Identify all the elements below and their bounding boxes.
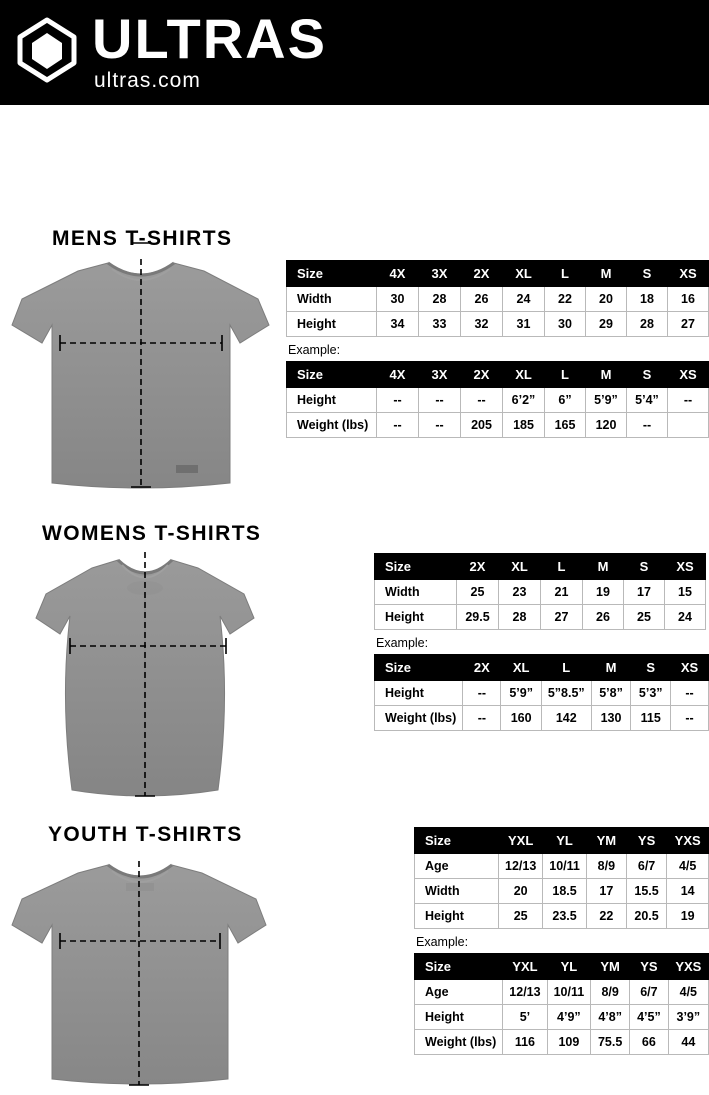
table-row: Age 12/13 10/11 8/9 6/7 4/5 bbox=[415, 980, 709, 1005]
table-row: Width 20 18.5 17 15.5 14 bbox=[415, 879, 709, 904]
mens-section-title: MENS T-SHIRTS bbox=[52, 227, 233, 250]
youth-tshirt-illustration bbox=[8, 857, 270, 1095]
mens-example-table bbox=[286, 361, 709, 438]
mens-example-label: Example: bbox=[288, 343, 341, 357]
table-row: Height -- -- -- 6’2” 6” 5’9” 5’4” -- bbox=[287, 388, 709, 413]
mens-size-table bbox=[286, 260, 709, 337]
womens-example-table bbox=[374, 654, 709, 731]
pentagon-shield-icon bbox=[14, 17, 80, 83]
table-header-row: Size YXL YL YM YS YXS bbox=[415, 828, 709, 854]
womens-section-title: WOMENS T-SHIRTS bbox=[42, 522, 262, 545]
brand-name: ULTRAS bbox=[92, 6, 327, 70]
table-row: Height -- 5’9” 5”8.5” 5’8” 5’3” -- bbox=[375, 681, 709, 706]
table-header-row: Size 2X XL L M S XS bbox=[375, 554, 706, 580]
womens-example-label: Example: bbox=[376, 636, 429, 650]
womens-tshirt-illustration bbox=[30, 550, 260, 810]
table-row: Weight (lbs) 116 109 75.5 66 44 bbox=[415, 1030, 709, 1055]
page-header bbox=[0, 0, 709, 105]
table-row: Weight (lbs) -- 160 142 130 115 -- bbox=[375, 706, 709, 731]
womens-size-table bbox=[374, 553, 706, 630]
table-row: Height 34 33 32 31 30 29 28 27 bbox=[287, 312, 709, 337]
youth-section-title: YOUTH T-SHIRTS bbox=[48, 823, 243, 846]
table-row: Width 25 23 21 19 17 15 bbox=[375, 580, 706, 605]
table-header-row: Size 4X 3X 2X XL L M S XS bbox=[287, 362, 709, 388]
table-header-row: Size 2X XL L M S XS bbox=[375, 655, 709, 681]
table-row: Height 5’ 4’9” 4’8” 4’5” 3’9” bbox=[415, 1005, 709, 1030]
table-row: Height 29.5 28 27 26 25 24 bbox=[375, 605, 706, 630]
table-row: Weight (lbs) -- -- 205 185 165 120 -- bbox=[287, 413, 709, 438]
mens-tshirt-illustration bbox=[8, 255, 273, 500]
youth-example-table bbox=[414, 953, 709, 1055]
youth-size-table bbox=[414, 827, 709, 929]
table-row: Age 12/13 10/11 8/9 6/7 4/5 bbox=[415, 854, 709, 879]
brand-url: ultras.com bbox=[94, 69, 201, 93]
table-header-row: Size 4X 3X 2X XL L M S XS bbox=[287, 261, 709, 287]
table-row: Height 25 23.5 22 20.5 19 bbox=[415, 904, 709, 929]
table-header-row: Size YXL YL YM YS YXS bbox=[415, 954, 709, 980]
youth-example-label: Example: bbox=[416, 935, 469, 949]
table-row: Width 30 28 26 24 22 20 18 16 bbox=[287, 287, 709, 312]
